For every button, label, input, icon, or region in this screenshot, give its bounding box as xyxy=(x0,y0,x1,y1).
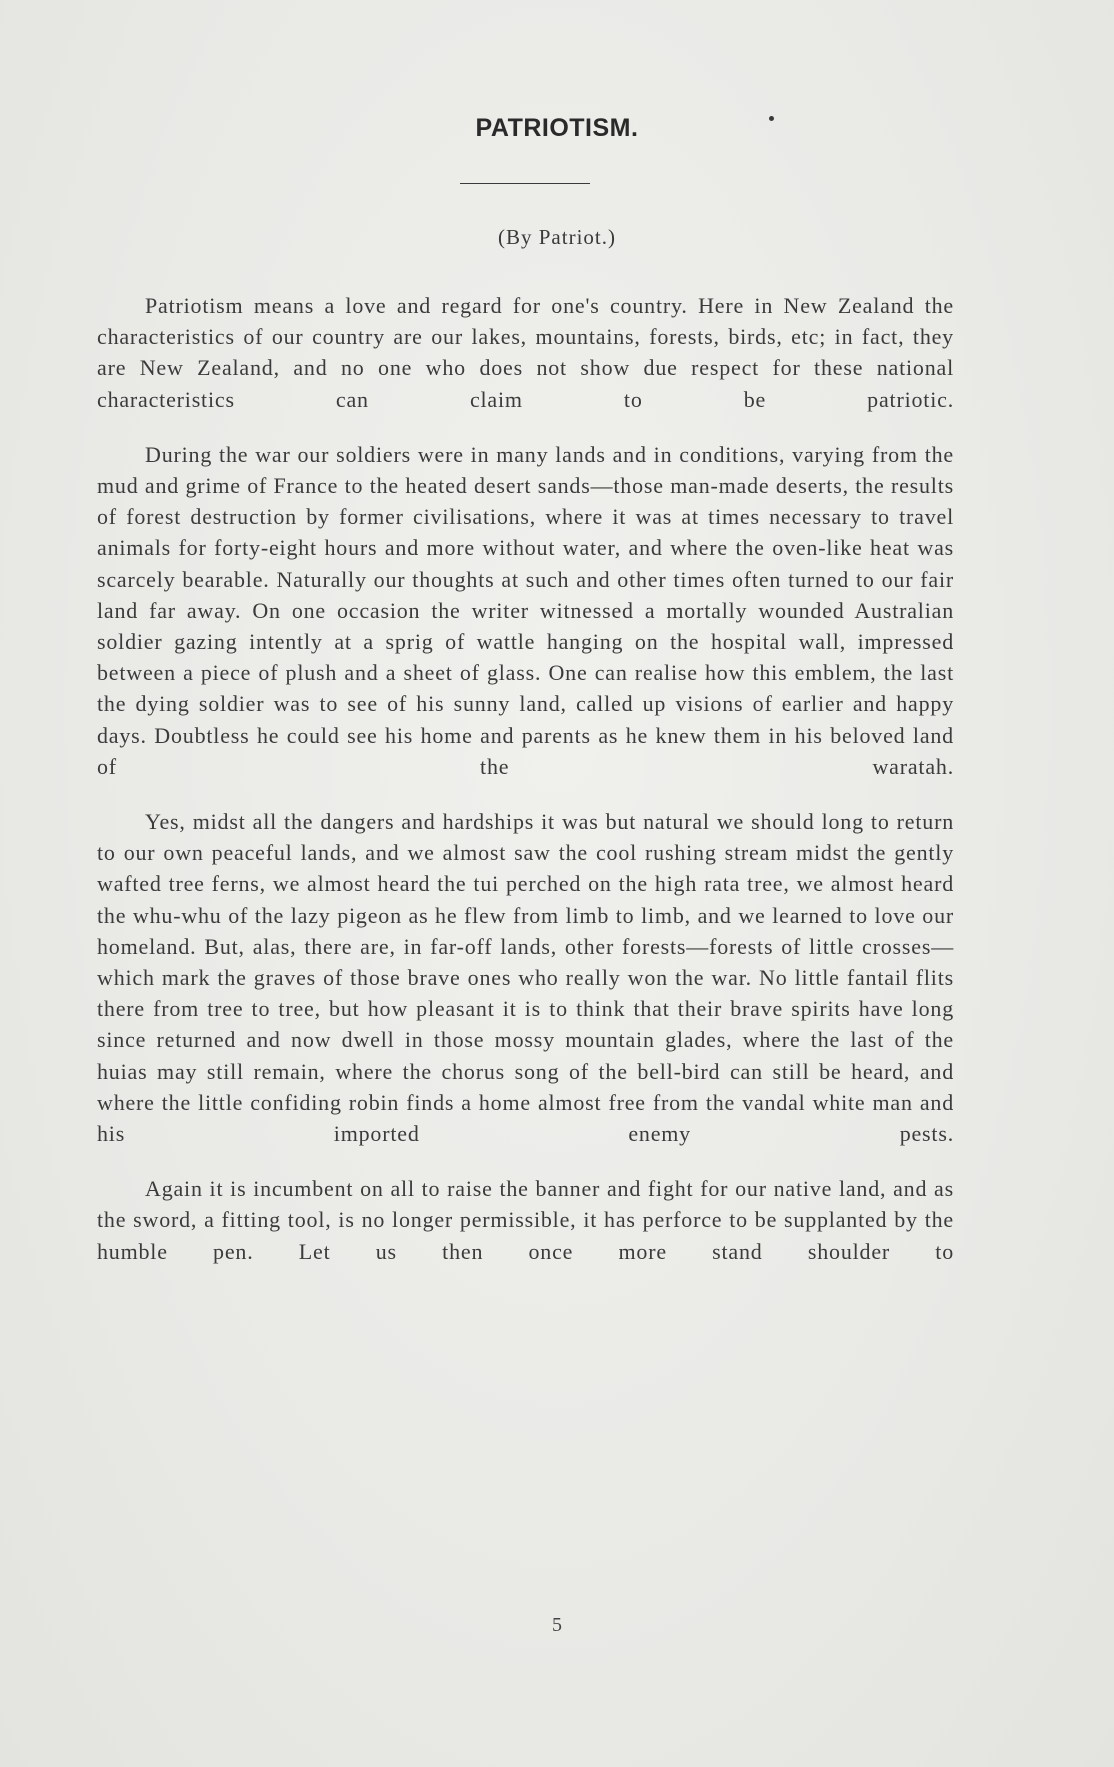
title-rule xyxy=(460,183,590,184)
article-body xyxy=(97,290,954,1267)
paragraph: During the war our soldiers were in many lands and in conditions, varying from the mud and grime of France to the heated desert sands—those man-made deserts, the results of forest destruction by former civilisations, where it was at times necessary to travel animals for forty-eight hours and more without water, and where the oven-like heat was scarcely bearable. Naturally our thoughts at such and other times often turned to our fair land far away. On one occasion the writer witnessed a mortally wounded Australian soldier gazing intently at a sprig of wattle hanging on the hospital wall, impressed between a piece of plush and a sheet of glass. One can realise how this emblem, the last the dying soldier was to see of his sunny land, called up visions of earlier and happy days. Doubtless he could see his home and parents as he knew them in his beloved land of the waratah. xyxy=(97,441,954,779)
page-number: 5 xyxy=(552,1614,562,1636)
paragraph: Yes, midst all the dangers and hardships it was but natural we should long to return to our own peaceful lands, and we almost saw the cool rushing stream midst the gently wafted tree ferns, we almost heard the tui perched on the high rata tree, we almost heard the whu-whu of the lazy pigeon as he flew from limb to limb, and we learned to love our homeland. But, alas, there are, in far-off lands, other forests—forests of little crosses—which mark the graves of those brave ones who really won the war. No little fantail flits there from tree to tree, but how pleasant it is to think that their brave spirits have long since returned and now dwell in those mossy mountain glades, where the last of the huias may still remain, where the chorus song of the bell-bird can still be heard, and where the little confiding robin finds a home almost free from the vandal white man and his imported enemy pests. xyxy=(97,809,954,1147)
byline: (By Patriot.) xyxy=(498,225,616,249)
paragraph: Again it is incumbent on all to raise the banner and fight for our native land, and as the sword, a fitting tool, is no longer permissible, it has perforce to be supplanted by the humble pen. Let us then once more stand shoulder to xyxy=(97,1176,954,1264)
article-title: PATRIOTISM. xyxy=(475,114,639,142)
paragraph: Patriotism means a love and regard for one's country. Here in New Zealand the characteristics of our country are our lakes, mountains, forests, birds, etc; in fact, they are New Zealand, and no one who does not show due respect for these national characteristics can claim to be patriotic. xyxy=(97,293,954,412)
